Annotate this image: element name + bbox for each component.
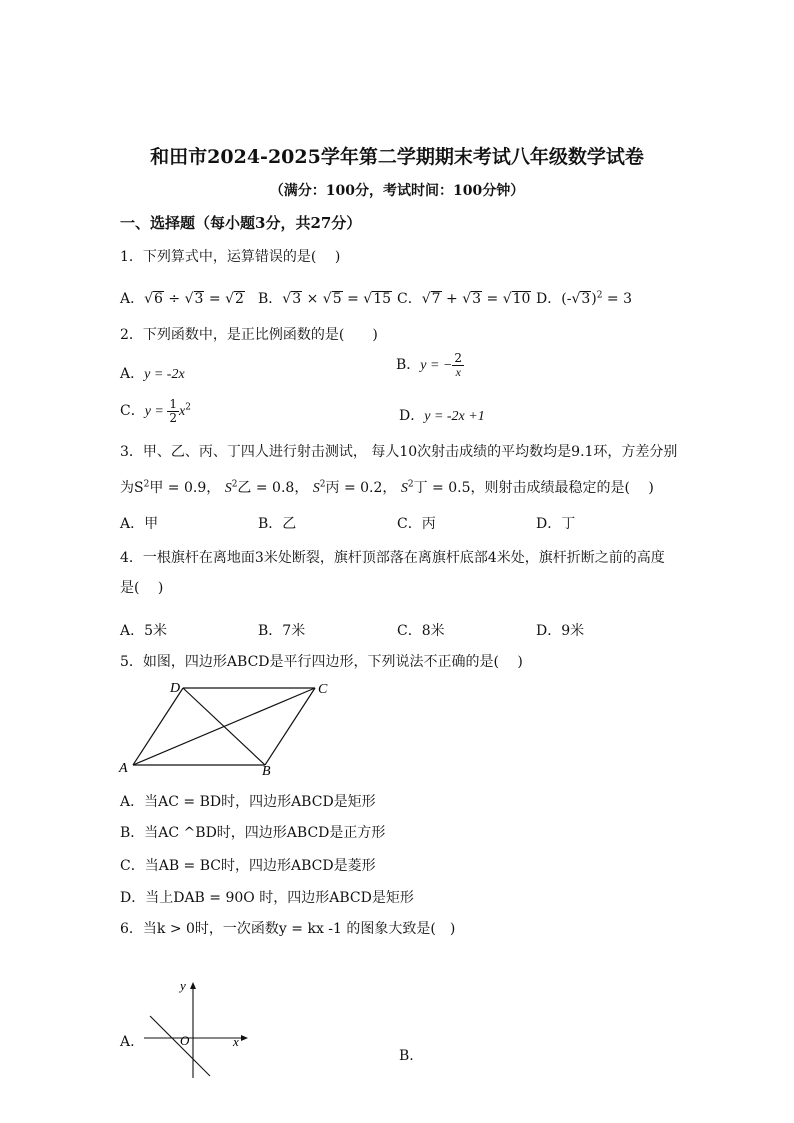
option-label: D． xyxy=(536,291,562,307)
radicand: 5 xyxy=(332,291,342,307)
q1-option-c: C．√7 + √3 = √10 xyxy=(397,291,531,307)
radicand: 6 xyxy=(154,291,163,307)
q6-option-a: A. xyxy=(120,1034,135,1050)
exponent: 2 xyxy=(407,479,414,490)
equals: = xyxy=(204,291,226,307)
numerator: 1 xyxy=(169,397,178,411)
linear-function-graph-a xyxy=(140,978,250,1080)
parallelogram-figure xyxy=(115,678,340,778)
x-axis-label: x xyxy=(233,1034,239,1049)
vertex-label-d: D xyxy=(170,681,181,696)
radicand: 7 xyxy=(431,291,441,307)
fraction xyxy=(452,352,464,378)
text-run: 丙 = 0.2， xyxy=(325,480,397,496)
denominator: 2 xyxy=(169,410,178,425)
q3-option-d: D．丁 xyxy=(536,516,576,532)
y-axis-arrow xyxy=(190,982,196,989)
text-run: 为S xyxy=(120,480,144,496)
option-label: D． xyxy=(399,408,425,424)
option-label: C． xyxy=(120,403,145,420)
radicand: 3 xyxy=(581,291,591,307)
exponent: 2 xyxy=(143,479,150,490)
option-label: B． xyxy=(396,357,421,374)
equals: = xyxy=(342,291,364,307)
radicand: 3 xyxy=(292,291,302,307)
question-2-stem: 2．下列函数中，是正比例函数的是( ) xyxy=(120,327,378,343)
variable: x xyxy=(179,404,186,420)
q2-option-c xyxy=(120,398,191,424)
paren-close: ) xyxy=(591,291,597,307)
q6-option-b: B. xyxy=(399,1048,414,1064)
q5-option-b: B．当AC ^BD时，四边形ABCD是正方形 xyxy=(120,825,386,841)
q5-option-c: C．当AB = BC时，四边形ABCD是菱形 xyxy=(120,858,376,874)
vertex-label-b: B xyxy=(262,764,271,778)
option-label: A． xyxy=(120,291,145,307)
vertex-label-a: A xyxy=(119,761,128,776)
radicand: 2 xyxy=(235,291,244,307)
text-run: 丁 = 0.5，则射击成绩最稳定的是( ) xyxy=(413,480,654,496)
variance-symbol: S xyxy=(224,481,232,496)
operator: ÷ xyxy=(163,291,185,307)
exponent: 2 xyxy=(185,402,191,413)
radicand: 15 xyxy=(373,291,392,307)
radicand: 3 xyxy=(472,291,482,307)
q5-option-a: A．当AC = BD时，四边形ABCD是矩形 xyxy=(120,794,376,810)
q2-option-a xyxy=(120,363,185,383)
y-axis-label: y xyxy=(180,978,186,993)
denominator: x xyxy=(455,364,461,379)
q2-option-d xyxy=(399,405,485,425)
exam-info: （满分：100分，考试时间：100分钟） xyxy=(269,183,525,199)
page-title: 和田市2024-2025学年第二学期期末考试八年级数学试卷 xyxy=(150,146,644,168)
q4-option-a: A．5米 xyxy=(120,623,168,639)
diagonal-bd xyxy=(183,688,265,765)
q4-option-d: D．9米 xyxy=(536,623,585,639)
paren-open: (- xyxy=(561,291,572,307)
section-title: 一、选择题（每小题3分，共27分） xyxy=(120,214,362,232)
text-run: 甲 = 0.9， xyxy=(149,480,221,496)
expression: y = -2x xyxy=(144,367,185,382)
q5-option-d: D．当上DAB = 90O 时，四边形ABCD是矩形 xyxy=(120,890,414,906)
option-label: B． xyxy=(258,291,283,307)
operator: × xyxy=(302,291,323,307)
option-label: C． xyxy=(397,291,422,307)
expression: y = xyxy=(144,404,168,420)
question-1-stem: 1．下列算式中，运算错误的是( ) xyxy=(120,249,341,265)
q3-option-c: C．丙 xyxy=(397,516,436,532)
question-3-stem: 3．甲、乙、丙、丁四人进行射击测试， 每人10次射击成绩的平均数均是9.1环，方差分别 xyxy=(120,444,678,460)
q1-option-a: A．√6 ÷ √3 = √2 xyxy=(120,291,244,307)
radicand: 10 xyxy=(512,291,531,307)
q3-option-b: B．乙 xyxy=(258,516,297,532)
q2-option-b xyxy=(396,352,464,378)
q4-option-c: C．8米 xyxy=(397,623,445,639)
question-3-variance-line xyxy=(120,477,654,497)
variance-symbol: S xyxy=(400,481,408,496)
side-da xyxy=(133,688,183,765)
question-4-stem: 4．一根旗杆在离地面3米处断裂，旗杆顶部落在离旗杆底部4米处，旗杆折断之前的高度 xyxy=(120,550,665,566)
text-run: 乙 = 0.8， xyxy=(237,480,309,496)
numerator: 2 xyxy=(454,351,463,365)
origin-label: O xyxy=(180,1033,190,1048)
exponent: 2 xyxy=(596,290,603,301)
expression: y = − xyxy=(420,358,453,374)
question-5-stem: 5．如图，四边形ABCD是平行四边形，下列说法不正确的是( ) xyxy=(120,654,523,670)
operator: + xyxy=(441,291,463,307)
x-axis-arrow xyxy=(241,1035,248,1041)
variance-symbol: S xyxy=(312,481,320,496)
exponent: 2 xyxy=(319,479,326,490)
equals: = 3 xyxy=(602,291,633,307)
radicand: 3 xyxy=(194,291,204,307)
q4-option-b: B．7米 xyxy=(258,623,306,639)
expression: y = -2x +1 xyxy=(424,409,485,424)
equals: = xyxy=(482,291,503,307)
exponent: 2 xyxy=(231,479,238,490)
q3-option-a: A．甲 xyxy=(120,516,159,532)
q1-option-d: D．$(-√3)^2 = 3$ xyxy=(536,290,633,307)
q1-option-b: B．√3 × √5 = √15 xyxy=(258,291,392,307)
question-4-stem-cont: 是( ) xyxy=(120,580,164,596)
question-6-stem: 6．当k > 0时，一次函数y = kx -1 的图象大致是( ) xyxy=(120,921,456,937)
option-label: A． xyxy=(120,366,145,382)
fraction xyxy=(167,398,179,424)
side-bc xyxy=(265,688,315,765)
vertex-label-c: C xyxy=(318,682,328,697)
